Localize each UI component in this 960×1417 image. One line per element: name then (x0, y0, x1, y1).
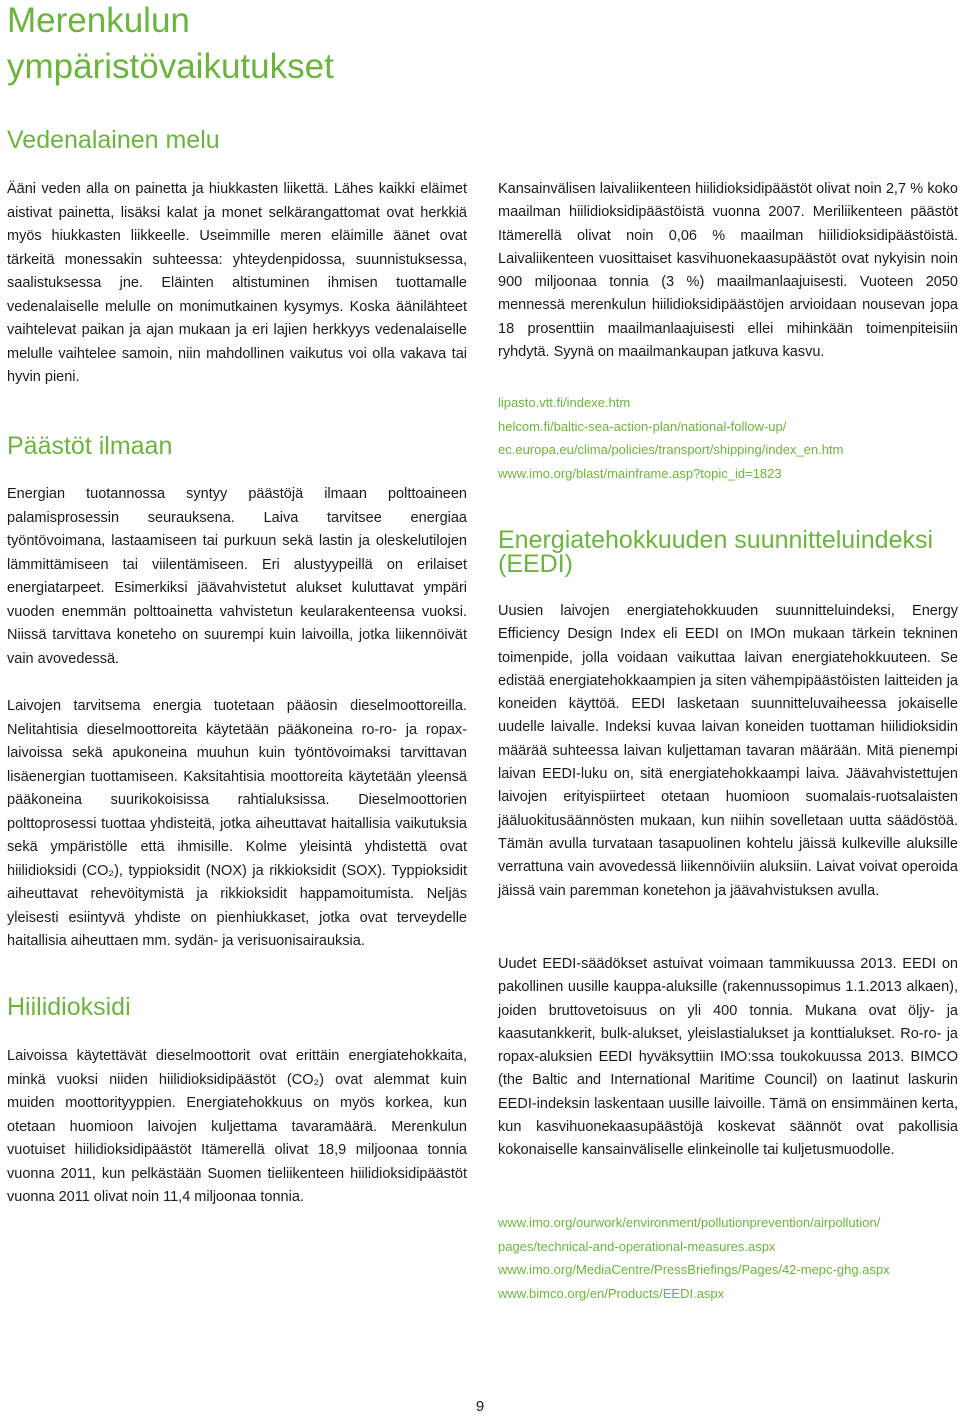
paastot-paragraph-1: Energian tuotannossa syntyy päästöjä ilmaan polttoaineen palamisprosessin seurauksena. Laiva tarvitsee energiaa työntövoimana, lastaamiseen tai purkuun sekä lastin ja oleskelutilojen lämmittämiseen tai viilentämiseen. Eri alustyypeillä on erilaiset energiatarpeet. Esimerkiksi jäävahvistetut alukset kuluttavat ympäri vuoden enemmän polttoainetta vahvistetun keularakenteensa vuoksi. Niissä tarvittava koneteho on suurempi kuin laivoilla, jotka liikennöivät vain avovedessä. (7, 486, 467, 667)
eedi-paragraph-2: Uudet EEDI-säädökset astuivat voimaan tammikuussa 2013. EEDI on pakollinen uusille kauppa-aluksille (rakennussopimus 1.1.2013 alkaen), joiden bruttovetoisuus on yli 400 tonnia. Mukana ovat öljy- ja kaasutankkerit, bulk-alukset, yleislastialukset ja konttialukset. Ro-ro- ja ropax-aluksien EEDI hyväksyttiin IMO:ssa toukokuussa 2013. BIMCO (the Baltic and International Maritime Council) on laatinut laskurin EEDI-indeksin laskentaan uusille laivoille. Tämä on ensimmäinen kerta, kun kasvihuonekaasupäästöjä koskevat säännöt ovat pakollisia kokonaiselle kansainväliselle elinkeinolle tai kuljetusmuodolle. (498, 956, 958, 1159)
page-title-text: Merenkulun ympäristövaikutukset (7, 1, 334, 86)
reference-link[interactable]: pages/technical-and-operational-measures.aspx (498, 1238, 776, 1254)
reference-link[interactable]: www.imo.org/MediaCentre/PressBriefings/Pages/42-mepc-ghg.aspx (498, 1262, 890, 1277)
page-number: 9 (475, 1398, 485, 1415)
section-heading-hiilidioksidi: Hiilidioksidi (7, 993, 131, 1021)
intro-paragraph: Kansainvälisen laivaliikenteen hiilidioksidipäästöt olivat noin 2,7 % koko maailman hiilidioksidipäästöistä vuonna 2007. Meriliikenteen päästöt Itämerellä olivat noin 0,06 % maailman hiilidioksidipäästöistä. Laivaliikenteen vuosittaiset kasvihuonekaasupäästöt ovat nykyisin noin 900 miljoonaa tonnia (3 %) maailmanlaajuisesti. Vuoteen 2050 mennessä merenkulun hiilidioksidipäästöjen arvioidaan nousevan jopa 18 prosenttiin maailmanlaajuisesti ellei mihinkään toimenpiteisiin ryhdytä. Syynä on maailmankaupan jatkuva kasvu. (498, 181, 958, 361)
section-heading-eedi: Energiatehokkuuden suunnitteluindeksi (EEDI) (498, 526, 934, 578)
reference-link[interactable]: www.bimco.org/en/Products/EEDI.aspx (498, 1285, 725, 1301)
reference-link[interactable]: helcom.fi/baltic-sea-action-plan/national-follow-up/ (498, 418, 787, 434)
paastot-paragraph-2: Laivojen tarvitsema energia tuotetaan pääosin dieselmoottoreilla. Nelitahtisia dieselmoottoreita käytetään pääkoneina ro-ro- ja ropax-laivoissa sekä apukoneina muuhun kuin työntövoimaksi tarvittavan lisäenergian tuottamiseen. Kaksitahtisia moottoreita käytetään yleensä pääkoneina suurikokoisissa rahtialuksissa. Dieselmoottorien polttoprosessi tuottaa yhdisteitä, jotka aiheuttavat haitallisia vaikutuksia sekä ympäristölle että ihmisille. Kolme yleisintä yhdistettä ovat hiilidioksidi (CO₂), typpioksidit (NOX) ja rikkioksidit (SOX). Typpioksidit aiheuttavat rehevöitymistä ja rikkioksidit happamoitumista. Neljäs yleisesti esiintyvä yhdiste on pienhiukkaset, jotka ovat terveydelle haitallisia aiheuttaen mm. sydän- ja verisuonisairauksia. (7, 698, 467, 949)
reference-link[interactable]: www.imo.org/blast/mainframe.asp?topic_id=1823 (498, 465, 782, 481)
reference-link[interactable]: ec.europa.eu/clima/policies/transport/shipping/index_en.htm (498, 442, 844, 457)
page-title (7, 0, 337, 90)
eedi-paragraph-1: Uusien laivojen energiatehokkuuden suunnitteluindeksi, Energy Efficiency Design Index eli EEDI on IMOn mukaan tärkein tekninen toimenpide, jolla voidaan vaikuttaa laivan energiatehokkuuteen. Se edistää energiatehokkaampien ja siten vähempipäästöisten laitteiden ja koneiden käyttöä. EEDI lasketaan suunnitteluvaiheessa jokaiselle uudelle laivalle. Indeksi kuvaa laivan koneiden tuottaman hiilidioksidin määrää suhteessa laivan kuljettaman tavaran määrään. Mitä pienempi laivan EEDI-luku on, sitä energiatehokkaampi laiva. Jäävahvistettujen laivojen erityispiirteet otetaan huomioon suomalais-ruotsalaisten jääluokitusäännösten mukaan, kun niihin sovelletaan uutta säädöstöä. Tämän avulla turvataan tasapuolinen kohtelu jäissä kulkeville aluksille verrattuna vain avovedessä liikennöiviin aluksiin. Laivat voivat operoida jäissä vain paremman konetehon ja jäävahvistuksen avulla. (498, 603, 958, 899)
hiilidioksidi-paragraph: Laivoissa käytettävät dieselmoottorit ovat erittäin energiatehokkaita, minkä vuoksi niiden hiilidioksidipäästöt (CO₂) ovat alemmat kuin muiden moottorityyppien. Energiatehokkuus on myös korkea, kun otetaan huomioon laivojen kuljettama tavaramäärä. Merenkulun vuotuiset hiilidioksidipäästöt Itämerellä olivat 18,9 miljoonaa tonnia vuonna 2011, kun pelkästään Suomen tieliikenteen hiilidioksidipäästöt vuonna 2011 olivat noin 11,4 miljoonaa tonnia. (7, 1048, 467, 1205)
reference-link[interactable]: www.imo.org/ourwork/environment/pollutionprevention/airpollution/ (498, 1215, 881, 1230)
section-heading-melu: Vedenalainen melu (7, 126, 220, 154)
reference-links-1 (498, 391, 958, 485)
reference-links-2 (498, 1211, 958, 1305)
reference-link[interactable]: lipasto.vtt.fi/indexe.htm (498, 395, 631, 410)
section-heading-paastot: Päästöt ilmaan (7, 432, 173, 460)
melu-paragraph: Ääni veden alla on painetta ja hiukkasten liikettä. Lähes kaikki eläimet aistivat painetta, lisäksi kalat ja monet selkärangattomat ovat herkkiä myös hiukkasten liikkeelle. Useimmille meren eläimille äänet ovat tärkeitä monessakin suhteessa: yhteydenpidossa, suunnistuksessa, saalistuksessa jne. Eläinten altistuminen ihmisen tuottamalle vedenalaiselle melulle on monimutkainen kysymys. Koska äänilähteet vaihtelevat paikan ja ajan mukaan ja eri lajien herkkyys vedenalaiselle melulle vaihtelee samoin, niin mahdollinen vaikutus voi olla vakava tai hyvin pieni. (7, 181, 467, 385)
